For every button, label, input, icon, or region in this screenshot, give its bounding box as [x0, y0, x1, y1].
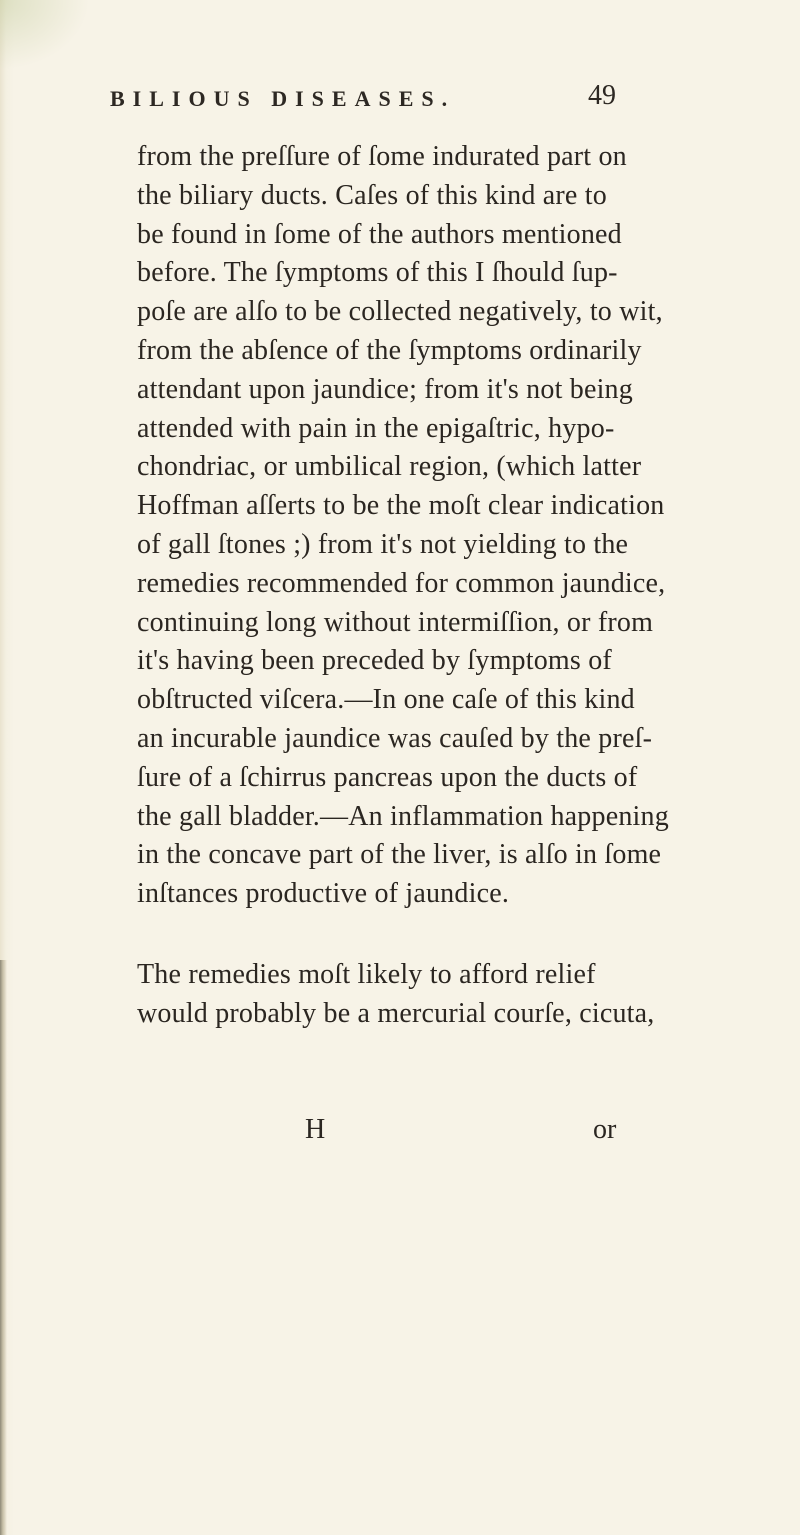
- catchword: or: [593, 1114, 617, 1145]
- text-line: in the concave part of the liver, is alſo in ſome: [137, 839, 662, 871]
- text-line: of gall ſtones ;) from it's not yielding to the: [137, 528, 629, 560]
- signature-mark: H: [305, 1114, 326, 1145]
- text-line: from the abſence of the ſymptoms ordinarily: [137, 334, 642, 366]
- text-line: it's having been preceded by ſymptoms of: [137, 645, 612, 677]
- text-line: an incurable jaundice was cauſed by the preſ-: [137, 722, 653, 754]
- running-head-title: BILIOUS DISEASES.: [110, 86, 456, 111]
- text-line: obſtructed viſcera.—In one caſe of this kind: [137, 684, 635, 716]
- text-line: before. The ſymptoms of this I ſhould ſup-: [137, 257, 618, 289]
- paragraph-gap: [137, 914, 637, 956]
- text-line: continuing long without intermiſſion, or from: [137, 606, 654, 638]
- text-line: The remedies moſt likely to afford relief: [137, 958, 596, 990]
- text-line: from the preſſure of ſome indurated part on: [137, 141, 627, 172]
- text-line: poſe are alſo to be collected negatively, to wit,: [137, 296, 663, 328]
- text-line: attended with pain in the epigaſtric, hypo-: [137, 412, 615, 444]
- text-line: the biliary ducts. Caſes of this kind are to: [137, 179, 607, 211]
- text-line: be found in ſome of the authors mentioned: [137, 218, 622, 250]
- text-line: ſure of a ſchirrus pancreas upon the ducts of: [137, 761, 638, 793]
- page-edge-shadow: [0, 960, 7, 1535]
- page-number: 49: [588, 80, 616, 111]
- text-line: inſtances productive of jaundice.: [137, 878, 510, 910]
- running-head: [110, 80, 630, 116]
- text-line: attendant upon jaundice; from it's not being: [137, 373, 633, 405]
- text-line: remedies recommended for common jaundice,: [137, 567, 666, 599]
- text-line: Hoffman aſſerts to be the moſt clear indication: [137, 490, 665, 522]
- text-line: would probably be a mercurial courſe, cicuta,: [137, 997, 655, 1029]
- signature-line: [0, 1113, 800, 1147]
- text-line: the gall bladder.—An inflammation happening: [137, 800, 669, 832]
- text-line: chondriac, or umbilical region, (which latter: [137, 451, 642, 483]
- corner-stain: [0, 0, 90, 70]
- body-text: [137, 138, 669, 1034]
